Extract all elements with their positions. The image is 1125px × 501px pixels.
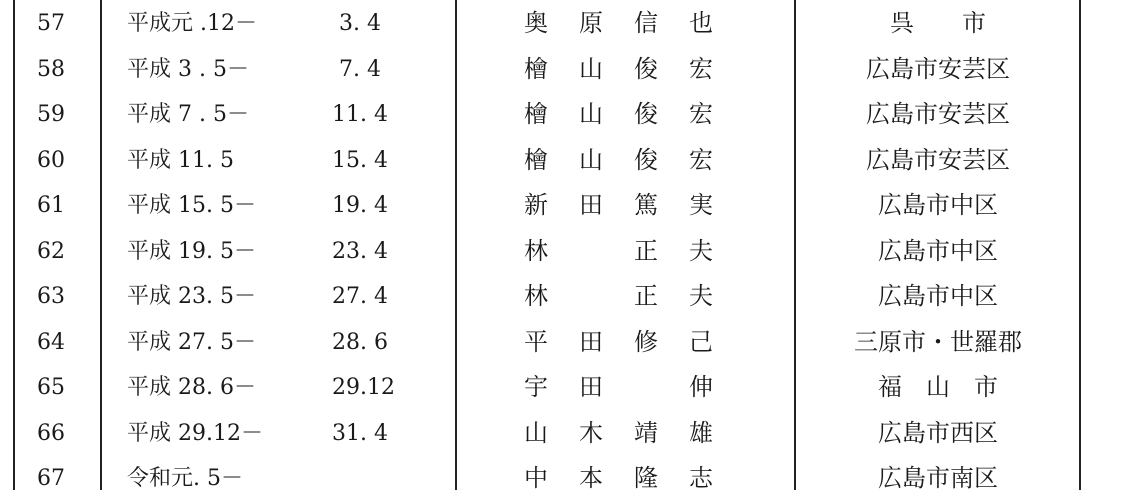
term-start: 平成元 .12－ [127, 11, 257, 36]
name-char: 伸 [689, 373, 713, 401]
name-char: 田 [579, 327, 603, 356]
term-end: 27. 4 [332, 284, 388, 309]
name-char: 本 [579, 464, 603, 492]
name-char [573, 229, 609, 274]
name-char: 正 [634, 282, 658, 310]
term-start: 平成 28. 6－ [127, 375, 256, 400]
term-end: 31. 4 [332, 420, 388, 446]
name-char: 檜 [524, 54, 548, 83]
name-char [573, 274, 609, 319]
term-start: 平成 19. 5－ [127, 238, 256, 264]
name-char [628, 365, 664, 410]
name-char: 山 [579, 54, 603, 83]
name-char: 正 [634, 236, 658, 265]
term-end: 29.12 [332, 375, 395, 400]
row-number: 61 [37, 193, 65, 218]
name-char: 新 [524, 191, 548, 219]
name-char: 原 [579, 9, 603, 37]
term-end: 23. 4 [332, 238, 388, 264]
name-char: 山 [524, 418, 548, 447]
name-char: 木 [579, 418, 603, 447]
term-end: 19. 4 [332, 193, 388, 218]
term-start: 平成 27. 5－ [127, 329, 256, 355]
name-char: 志 [689, 464, 713, 492]
constituency: 呉 市 [890, 9, 986, 37]
constituency: 三原市・世羅郡 [854, 327, 1022, 356]
name-char: 靖 [634, 418, 658, 447]
constituency: 広島市西区 [878, 418, 998, 447]
name-char: 夫 [689, 236, 713, 265]
term-start: 平成 3 . 5－ [127, 56, 249, 82]
constituency: 広島市安芸区 [866, 100, 1010, 128]
name-char: 俊 [634, 145, 658, 174]
term-end: 11. 4 [332, 102, 388, 127]
name-char: 中 [524, 464, 548, 492]
name-char: 平 [524, 327, 548, 356]
name-char: 夫 [689, 282, 713, 310]
constituency: 広島市安芸区 [866, 145, 1010, 174]
name-char: 宏 [689, 54, 713, 83]
name-char: 信 [634, 9, 658, 37]
row-number: 65 [37, 375, 65, 400]
constituency: 広島市安芸区 [866, 54, 1010, 83]
name-char: 山 [579, 100, 603, 128]
table-row [0, 92, 1125, 137]
row-number: 59 [37, 102, 65, 127]
name-char: 俊 [634, 54, 658, 83]
row-number: 63 [37, 284, 65, 309]
name-char: 田 [579, 373, 603, 401]
term-end: 3. 4 [332, 11, 381, 36]
name-char: 林 [524, 236, 548, 265]
name-char: 奥 [524, 9, 548, 37]
term-start: 令和元. 5－ [127, 466, 243, 491]
term-start: 平成 29.12－ [127, 420, 263, 446]
name-char: 檜 [524, 145, 548, 174]
term-start: 平成 7 . 5－ [127, 102, 249, 127]
name-char: 俊 [634, 100, 658, 128]
table-row [0, 138, 1125, 183]
constituency: 広島市中区 [878, 236, 998, 265]
constituency: 広島市南区 [878, 464, 998, 492]
name-char: 林 [524, 282, 548, 310]
name-char: 宇 [524, 373, 548, 401]
table-row [0, 47, 1125, 92]
table-row [0, 183, 1125, 228]
name-char: 山 [579, 145, 603, 174]
name-char: 宏 [689, 145, 713, 174]
row-number: 60 [37, 147, 65, 173]
constituency: 広島市中区 [878, 191, 998, 219]
term-start: 平成 11. 5 [127, 147, 234, 173]
name-char: 也 [689, 9, 713, 37]
row-number: 64 [37, 329, 65, 355]
constituency: 広島市中区 [878, 282, 998, 310]
row-number: 67 [37, 466, 65, 491]
term-end: 15. 4 [332, 147, 388, 173]
table-row [0, 1, 1125, 46]
row-number: 62 [37, 238, 65, 264]
term-start: 平成 23. 5－ [127, 284, 256, 309]
constituency: 福 山 市 [878, 373, 998, 401]
name-char: 篤 [634, 191, 658, 219]
table-row [0, 320, 1125, 365]
table-row [0, 456, 1125, 501]
table-row [0, 365, 1125, 410]
table-row [0, 411, 1125, 456]
table-row [0, 274, 1125, 319]
row-number: 66 [37, 420, 65, 446]
row-number: 58 [37, 56, 65, 82]
name-char: 雄 [689, 418, 713, 447]
name-char: 隆 [634, 464, 658, 492]
term-end: 7. 4 [332, 56, 381, 82]
row-number: 57 [37, 11, 65, 36]
term-start: 平成 15. 5－ [127, 193, 256, 218]
name-char: 田 [579, 191, 603, 219]
term-end: 28. 6 [332, 329, 388, 355]
name-char: 檜 [524, 100, 548, 128]
name-char: 宏 [689, 100, 713, 128]
table-row [0, 229, 1125, 274]
name-char: 実 [689, 191, 713, 219]
name-char: 修 [634, 327, 658, 356]
name-char: 己 [689, 327, 713, 356]
